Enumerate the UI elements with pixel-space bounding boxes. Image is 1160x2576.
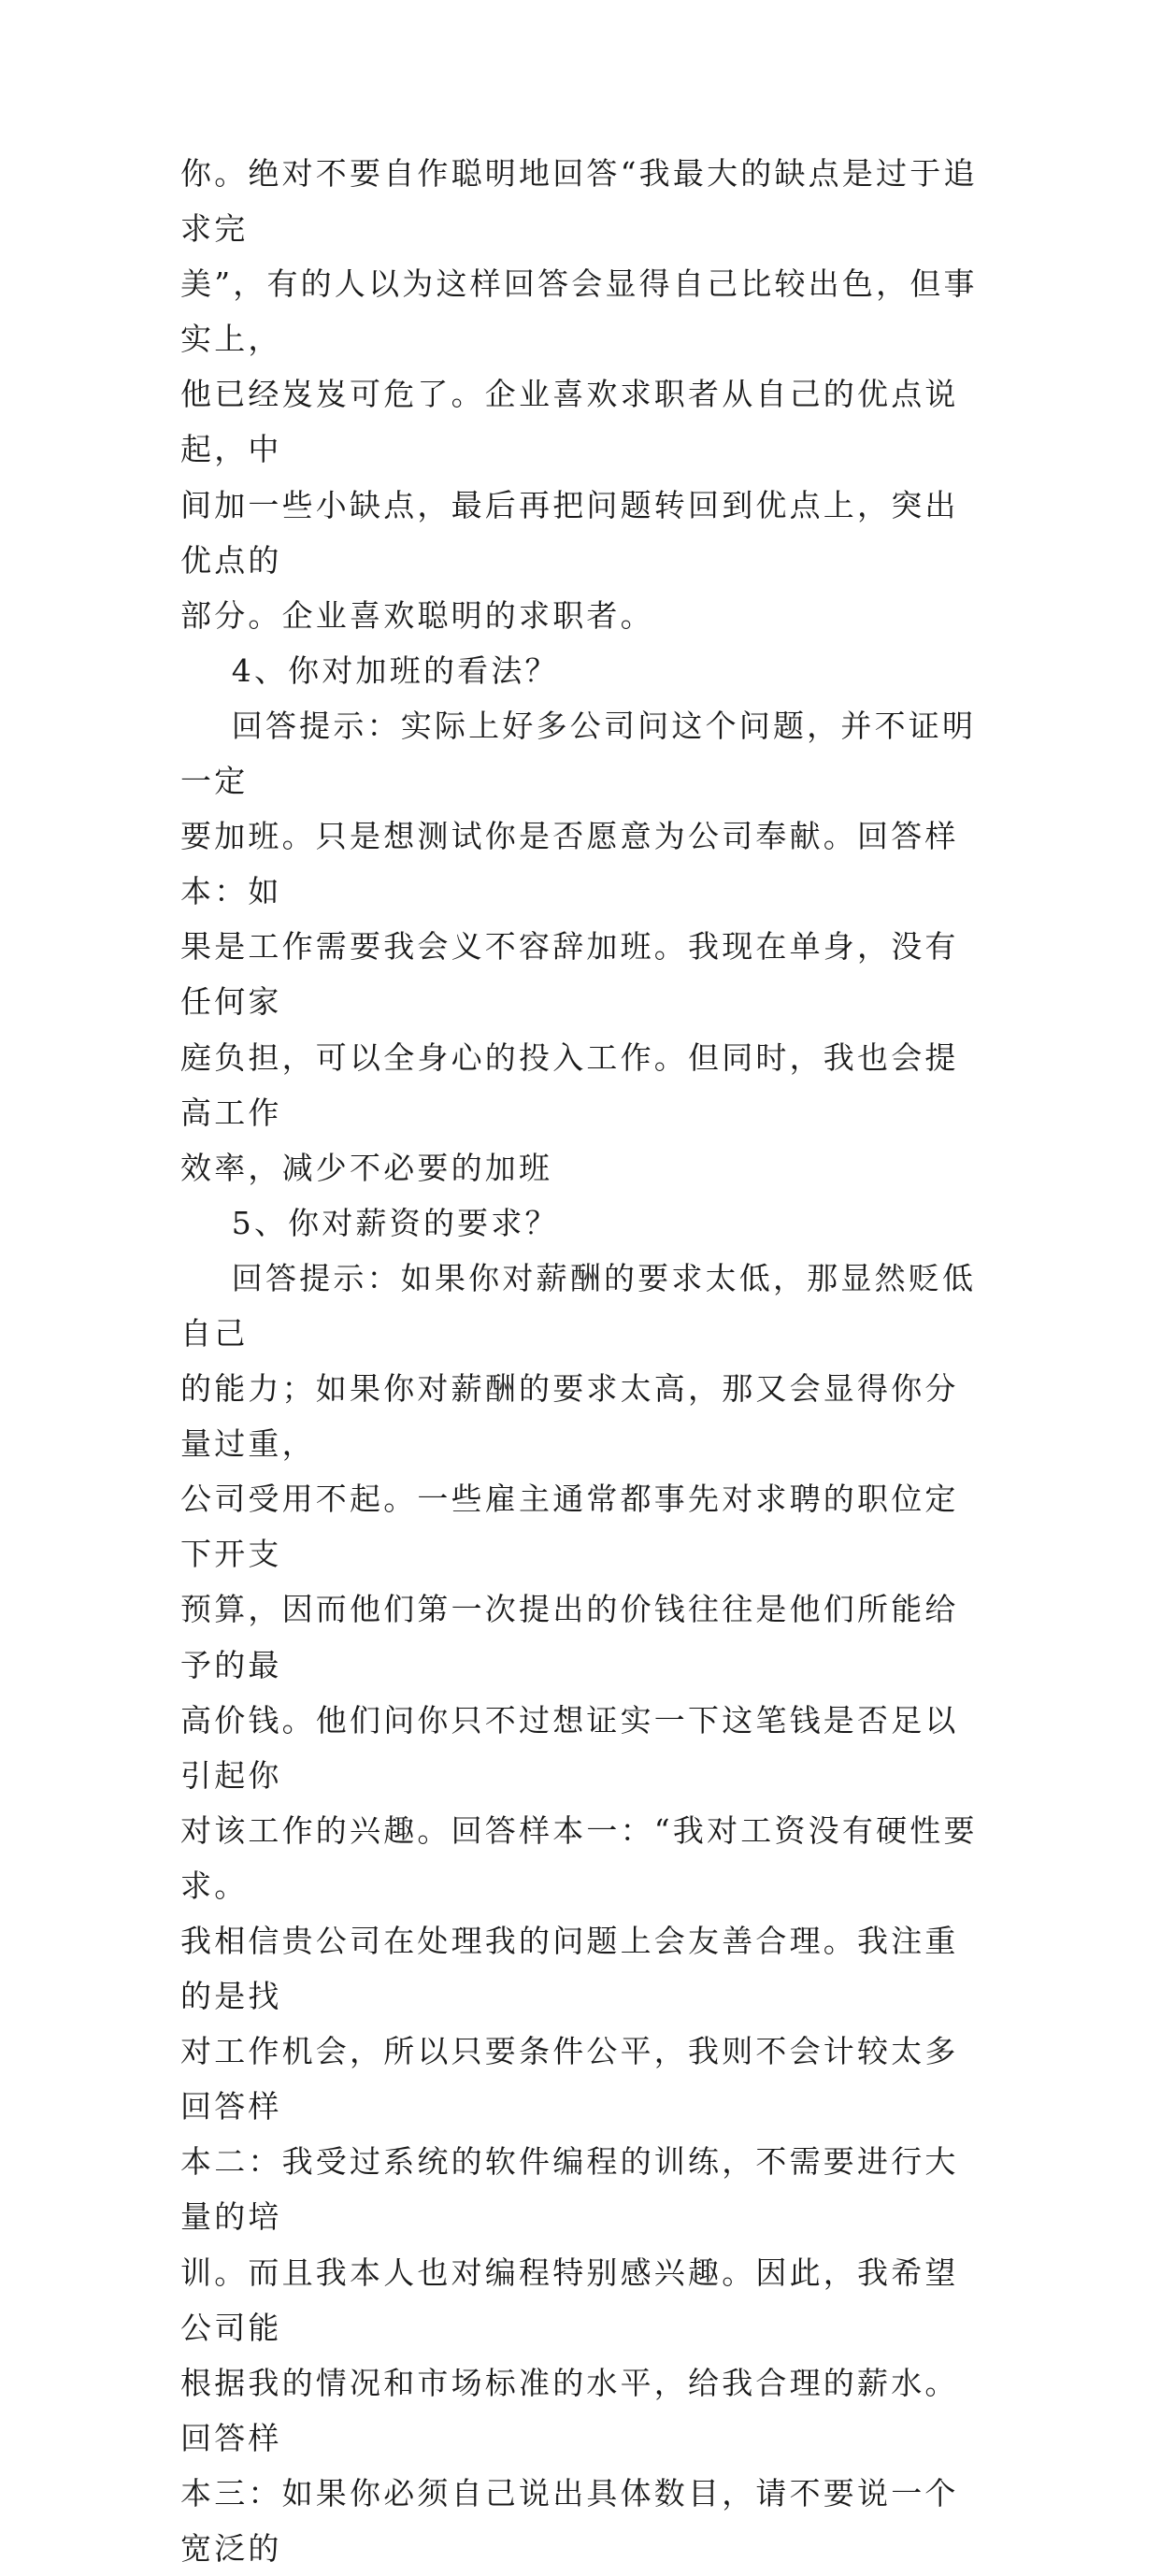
question-5-heading [180, 1195, 986, 1251]
document-body [180, 146, 986, 2576]
line: 对该工作的兴趣。回答样本一：“我对工资没有硬性要求。 [180, 1811, 978, 1904]
line: 回答提示：如果你对薪酬的要求太低，那显然贬低自己 [180, 1259, 977, 1352]
line: 回答提示：实际上好多公司问这个问题，并不证明一定 [180, 707, 977, 800]
line: 果是工作需要我会义不容辞加班。我现在单身，没有任何家 [180, 928, 959, 1021]
line: 根据我的情况和市场标准的水平，给我合理的薪水。回答样 [180, 2364, 959, 2456]
answer-4-paragraph [180, 698, 986, 1195]
line: 庭负担，可以全身心的投入工作。但同时，我也会提高工作 [180, 1038, 959, 1131]
line: 间加一些小缺点，最后再把问题转回到优点上，突出优点的 [180, 486, 959, 579]
line: 你。绝对不要自作聪明地回答“我最大的缺点是过于追求完 [180, 155, 978, 248]
line: 预算，因而他们第一次提出的价钱往往是他们所能给予的最 [180, 1591, 959, 1683]
line: 本二：我受过系统的软件编程的训练，不需要进行大量的培 [180, 2143, 959, 2236]
answer-5-paragraph [180, 1251, 986, 2576]
line: 部分。企业喜欢聪明的求职者。 [180, 596, 654, 634]
paragraph-weakness-continuation [180, 146, 986, 643]
question-5-text: 5、你对薪资的要求？ [231, 1204, 559, 1241]
line: 他已经岌岌可危了。企业喜欢求职者从自己的优点说起，中 [180, 376, 959, 468]
line: 公司受用不起。一些雇主通常都事先对求聘的职位定下开支 [180, 1481, 959, 1573]
question-4-heading [180, 643, 986, 698]
line: 我相信贵公司在处理我的问题上会友善合理。我注重的是找 [180, 1923, 959, 2015]
line: 要加班。只是想测试你是否愿意为公司奉献。回答样本：如 [180, 818, 959, 910]
line: 的能力；如果你对薪酬的要求太高，那又会显得你分量过重， [180, 1370, 959, 1463]
question-4-text: 4、你对加班的看法？ [231, 651, 559, 689]
line: 训。而且我本人也对编程特别感兴趣。因此，我希望公司能 [180, 2254, 959, 2346]
line: 效率，减少不必要的加班 [180, 1149, 553, 1186]
line: 本三：如果你必须自己说出具体数目，请不要说一个宽泛的 [180, 2474, 959, 2568]
line: 美”，有的人以为这样回答会显得自己比较出色，但事实上， [180, 265, 978, 358]
line: 对工作机会，所以只要条件公平，我则不会计较太多回答样 [180, 2033, 959, 2125]
line: 高价钱。他们问你只不过想证实一下这笔钱是否足以引起你 [180, 1701, 959, 1794]
